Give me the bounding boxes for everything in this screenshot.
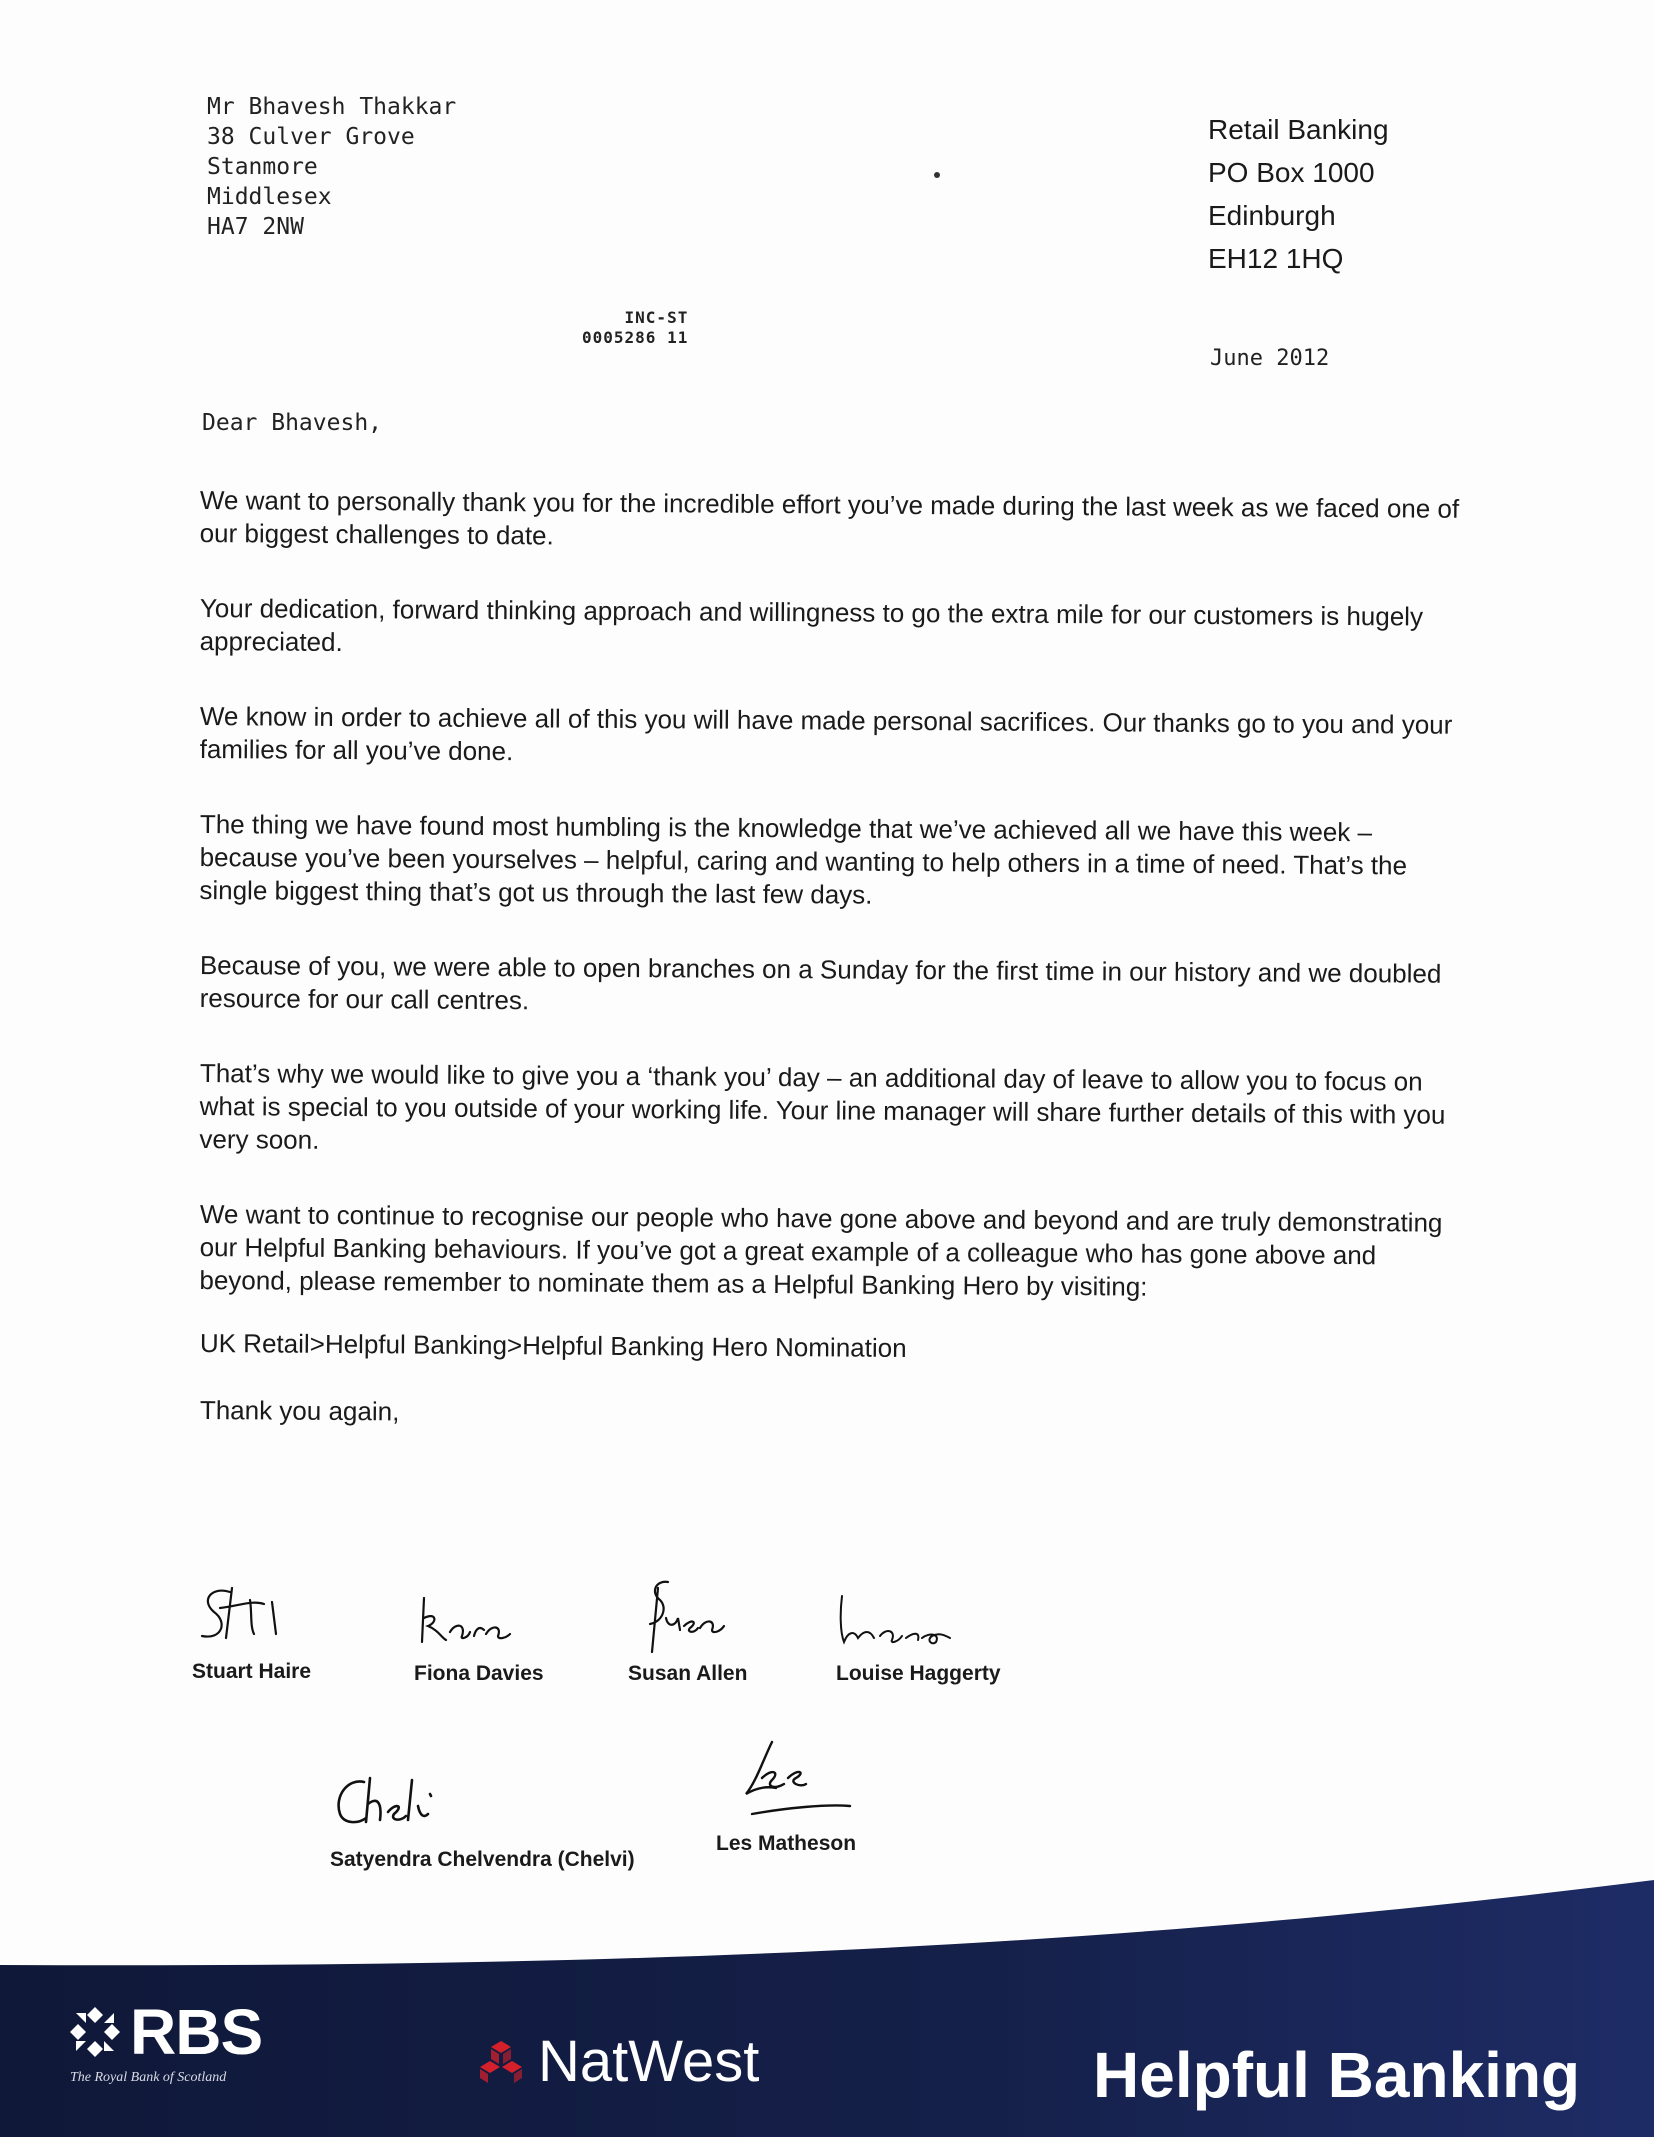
signature-stuart-haire	[192, 1578, 311, 1684]
signature-fiona-davies	[414, 1592, 544, 1686]
closing: Thank you again,	[199, 1395, 400, 1427]
recipient-line: Mr Bhavesh Thakkar	[207, 94, 457, 120]
natwest-cubes-icon	[478, 2039, 524, 2085]
signature-louise-haggerty	[836, 1592, 1001, 1686]
reference-number: 0005286 11	[582, 328, 689, 347]
sender-line: PO Box 1000	[1208, 157, 1375, 188]
rbs-wordmark: RBS	[130, 1996, 263, 2068]
signature-les-matheson	[716, 1738, 866, 1856]
letter-body	[200, 484, 1460, 1427]
recipient-line: Stanmore	[207, 154, 318, 180]
paragraph: We want to continue to recognise our people who have gone above and beyond and are truly demonstrating our Helpful Banking behaviours. If you’ve got a great example of a colleague who has gone above and beyond, please remember to nominate them as a Helpful Banking Hero by visiting:	[199, 1199, 1443, 1302]
recipient-address	[207, 92, 456, 242]
handwritten-signature	[716, 1738, 866, 1830]
handwritten-signature	[628, 1578, 738, 1658]
reference-code	[582, 308, 688, 348]
signature-satyendra-chelvendra	[330, 1770, 635, 1872]
paragraph: The thing we have found most humbling is the knowledge that we’ve achieved all we have this week – because you’ve been yourselves – helpful, caring and wanting to help others in a time of need. That’s the single biggest thing that’s got us through the last few days.	[199, 809, 1408, 910]
signatory-name: Fiona Davies	[414, 1662, 544, 1685]
paragraph: We know in order to achieve all of this you will have made personal sacrifices. Our thanks go to you and your families for all you’ve done.	[199, 701, 1453, 767]
signature-susan-allen	[628, 1578, 747, 1686]
salutation: Dear Bhavesh,	[202, 410, 383, 436]
handwritten-signature	[330, 1770, 460, 1836]
nomination-path: UK Retail>Helpful Banking>Helpful Banking Hero Nomination	[199, 1328, 907, 1363]
sender-line: EH12 1HQ	[1208, 243, 1344, 274]
paragraph: Because of you, we were able to open branches on a Sunday for the first time in our history and we doubled resource for our call centres.	[199, 950, 1442, 1016]
signatory-name: Satyendra Chelvendra (Chelvi)	[330, 1848, 635, 1871]
sender-line: Edinburgh	[1208, 200, 1336, 231]
sender-line: Retail Banking	[1208, 114, 1389, 145]
rbs-logo	[66, 1996, 263, 2086]
letter-date: June 2012	[1210, 346, 1330, 371]
handwritten-signature	[192, 1578, 302, 1654]
print-mark	[934, 172, 940, 178]
signatory-name: Stuart Haire	[192, 1660, 312, 1683]
recipient-line: Middlesex	[207, 184, 332, 210]
recipient-line: HA7 2NW	[207, 214, 304, 240]
sender-address	[1208, 108, 1389, 280]
handwritten-signature	[414, 1592, 524, 1652]
recipient-line: 38 Culver Grove	[207, 124, 415, 150]
signatory-name: Louise Haggerty	[836, 1662, 1001, 1685]
paragraph: Your dedication, forward thinking approach and willingness to go the extra mile for our customers is hugely appreciated.	[199, 593, 1424, 657]
natwest-wordmark: NatWest	[538, 2029, 760, 2094]
handwritten-signature	[836, 1592, 976, 1656]
signatory-name: Susan Allen	[628, 1662, 748, 1685]
reference-type: INC-ST	[624, 308, 689, 327]
rbs-daisywheel-icon	[66, 2003, 124, 2061]
natwest-logo	[478, 2029, 760, 2094]
paragraph: We want to personally thank you for the incredible effort you’ve made during the last week as we faced one of our biggest challenges to date.	[199, 484, 1460, 551]
helpful-banking-tagline: Helpful Banking	[1093, 2039, 1581, 2111]
signatory-name: Les Matheson	[716, 1832, 857, 1855]
rbs-tagline: The Royal Bank of Scotland	[70, 2070, 227, 2085]
paragraph: That’s why we would like to give you a ‘thank you’ day – an additional day of leave to allow you to focus on what is special to you outside of your working life. Your line manager will share further details of this with you very soon.	[199, 1058, 1446, 1155]
